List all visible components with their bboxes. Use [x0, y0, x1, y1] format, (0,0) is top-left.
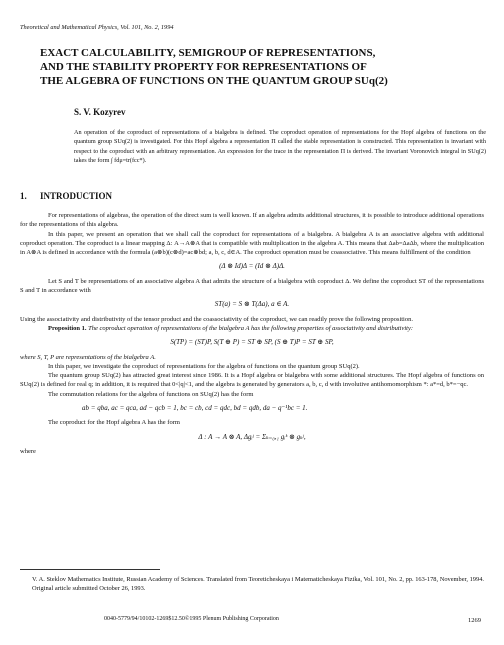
- equation-coproduct-definition: ST(a) = S ⊗ T(Δa), a ∈ A.: [214, 300, 290, 309]
- title-line-3: THE ALGEBRA OF FUNCTIONS ON THE QUANTUM GROUP SUq(2): [40, 75, 388, 87]
- paragraph-7: The quantum group SUq(2) has attracted great interest since 1986. It is a Hopf algebra or bialgebra with some additional structures. The Hopf algebra of functions on SUq(2) is defined for real q; in addition, it is required that 0<|q|<1, and the algebra is generated by generators a, b, c, d with involutive antihomomorphism *: a*=d, b*=−qc.: [20, 372, 484, 389]
- section-title: INTRODUCTION: [40, 191, 113, 201]
- paragraph-3: Let S and T be representations of an associative algebra A that admits the structure of a bialgebra with coproduct Δ. We define the coproduct ST of the representations S and T in accordance with: [20, 277, 484, 295]
- author-name: S. V. Kozyrev: [74, 107, 126, 117]
- article-title: [40, 46, 480, 88]
- title-line-1: EXACT CALCULABILITY, SEMIGROUP OF REPRESENTATIONS,: [40, 47, 376, 59]
- footnote: V. A. Steklov Mathematics Institute, Russian Academy of Sciences. Translated from Teoreticheskaya i Matematicheskaya Fizika, Vol. 101, No. 2, pp. 163-178, November, 1994. Original article submitted October 26, 1993.: [32, 576, 484, 593]
- paragraph-4: Using the associativity and distributivity of the tensor product and the coassociativity of the coproduct, we can readily prove the following proposition.: [20, 315, 413, 323]
- paragraph-9: The coproduct for the Hopf algebra A has the form: [48, 419, 180, 427]
- running-head: Theoretical and Mathematical Physics, Vol. 101, No. 2, 1994: [20, 24, 174, 31]
- paragraph-10: where: [20, 447, 36, 455]
- footnote-divider: [20, 569, 160, 570]
- equation-commutation-relations: ab = qba, ac = qca, ad − qcb = 1, bc = cb, cd = qdc, bd = qdb, da − q⁻¹bc = 1.: [82, 404, 308, 413]
- equation-coassociativity: (Δ ⊗ Id)Δ = (Id ⊗ Δ)Δ.: [219, 262, 285, 271]
- proposition-label: Proposition 1.: [48, 324, 87, 332]
- paragraph-6: In this paper, we investigate the coproduct of representations for the algebra of functions on the quantum group SUq(2).: [48, 362, 360, 370]
- paragraph-1: For representations of algebras, the operation of the direct sum is well known. If an algebra admits additional structures, it is possible to introduce additional operations for the representations of this algebra.: [20, 212, 484, 229]
- copyright-line: 0040-5779/94/10102-1269$12.50©1995 Plenum Publishing Corporation: [104, 616, 279, 622]
- body-text: [20, 211, 484, 456]
- abstract: An operation of the coproduct of representations of a bialgebra is defined. The coproduct operation of representations for the Hopf algebra of functions on the quantum group SUq(2) is investigated. For this Hopf algebra a representation Π called the stable representation is constructed. This representation is invariant with respect to the coproduct with an arbitrary representation. An expression for the trace in the representation Π is derived. The invariant Voronovich integral in SUq(2) takes the form ∫ fdμ=tr(fcc*).: [74, 129, 486, 164]
- section-number: 1.: [20, 191, 27, 201]
- section-heading: [20, 191, 112, 201]
- proposition-text: The coproduct operation of representations of the bialgebra A has the following properties of associativity and distributivity:: [88, 324, 414, 332]
- equation-hopf-coproduct: Δ : A → A ⊗ A, Δgᵢʲ = Σₖ₌₀,₁ gᵢᵏ ⊗ gₖʲ,: [198, 432, 306, 441]
- equation-properties: S(TP) = (ST)P, S(T ⊕ P) = ST ⊕ SP, (S ⊕ T)P = ST ⊕ SP,: [170, 338, 334, 347]
- title-line-2: AND THE STABILITY PROPERTY FOR REPRESENTATIONS OF: [40, 61, 367, 73]
- paragraph-2: In this paper, we present an operation that we shall call the coproduct for representations of a bialgebra. A bialgebra A is an associative algebra with additional coproduct operation. The coproduct is a linear mapping Δ: A→A⊗A that is compatible with multiplication in the algebra A. This means that Δab=ΔaΔb, where the multiplication in A⊗A is defined in accordance with the formula (a⊗b)(c⊗d)=ac⊗bd; a, b, c, d∈A. The coproduct operation must be coassociative. This means fulfillment of the condition: [20, 230, 484, 257]
- page-number: 1269: [468, 617, 481, 624]
- paragraph-5: where S, T, P are representations of the bialgebra A.: [20, 353, 156, 361]
- paragraph-8: The commutation relations for the algebra of functions on SUq(2) has the form: [48, 390, 254, 398]
- proposition-1: [20, 324, 484, 333]
